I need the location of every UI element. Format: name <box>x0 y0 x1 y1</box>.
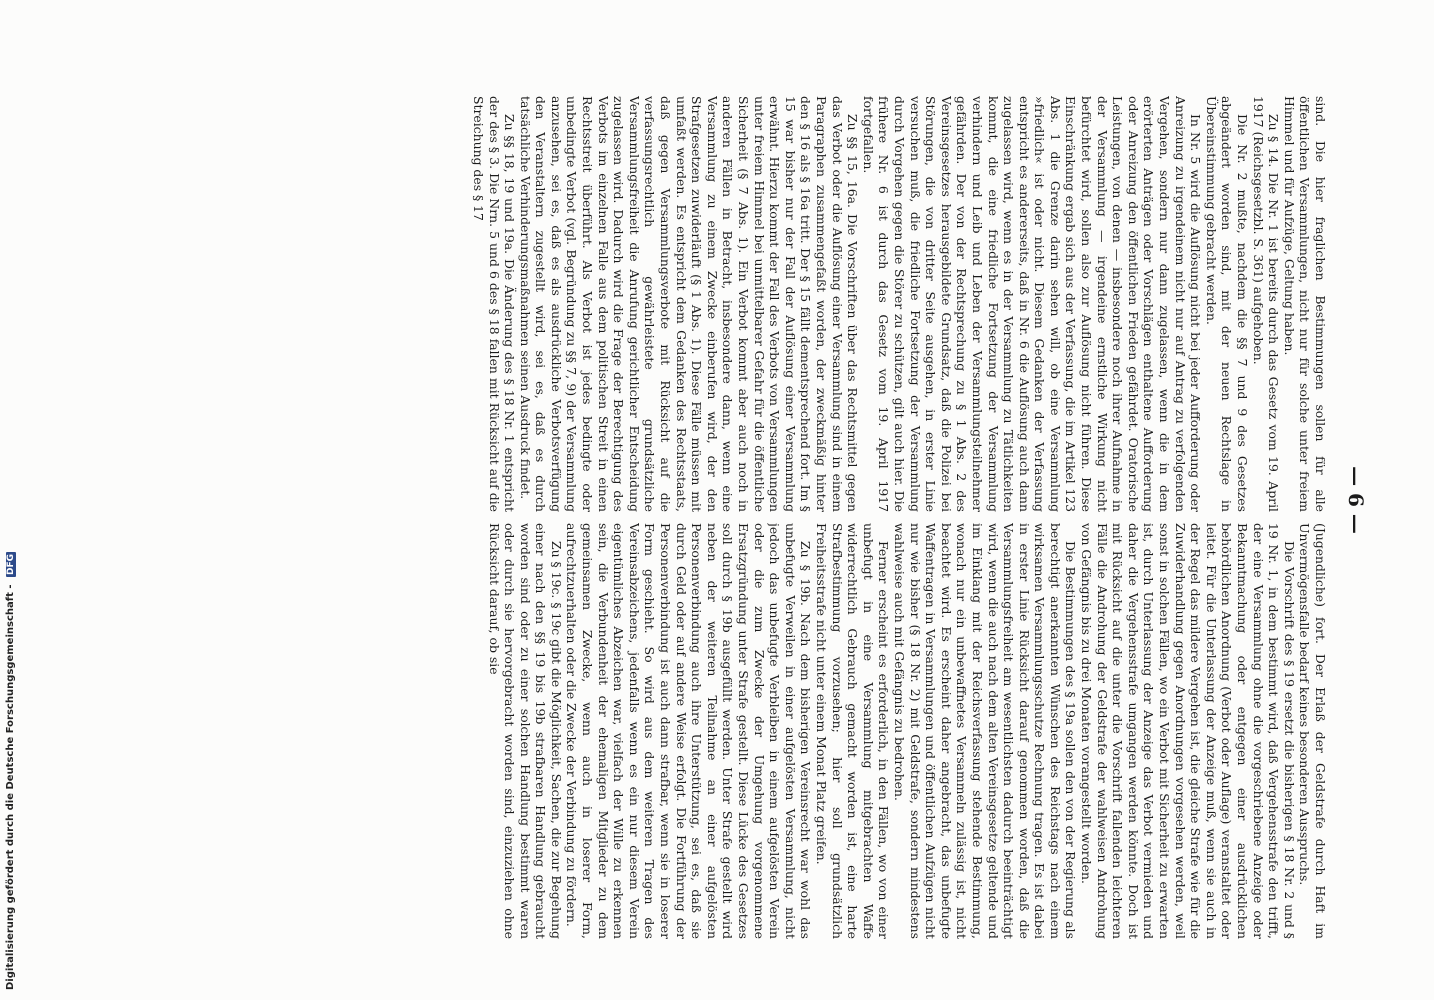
paragraph: Zu §§ 15, 16a. Die Vorschriften über das Rechtsmittel gegen das Verbot oder die Auflösung einer Versammlung sind in einem Paragraphen zusammengefaßt worden, der zweckmäßig hinter den § 16 als § 16a tritt. Der § 15 fällt dementsprechend fort. Im § 15 war bisher nur der Fall der Auflösung einer Versammlung erwähnt. Hierzu kommt der Fall des Verbots von Versammlungen unter freiem Himmel bei unmittelbarer Gefahr für die öffentliche Sicherheit (§ 7 Abs. 1). Ein Verbot kommt aber auch noch in anderen Fällen in Betracht, insbesondere dann, wenn eine Versammlung zu einem Zwecke einberufen wird, der den Strafgesetzen zuwiderläuft (§ 1 Abs. 1). Diese Fälle müssen mit umfaßt werden. Es entspricht dem Gedanken des Rechtsstaats, daß gegen Versammlungsverbote mit Rücksicht auf die verfassungsrechtlich gewährleistete grundsätzliche Versammlungsfreiheit die Anrufung gerichtlicher Entscheidung zugelassen wird. Dadurch wird die Frage der Berechtigung des Verbots im einzelnen Falle aus dem politischen Streit in einen Rechtsstreit überführt. Als Verbot ist jedes bedingte oder unbedingte Verbot (vgl. Begründung zu §§ 7, 9) der Versammlung anzusehen, sei es, daß es als ausdrückliche Verbotsverfügung den Veranstaltern zugestellt wird, sei es, daß es durch tatsächliche Verhinderungsmaßnahmen seinen Ausdruck findet. <box>517 96 861 512</box>
paragraph: sind. Die hier fraglichen Bestimmungen sollen für alle öffentlichen Versammlungen, nicht nur für solche unter freiem Himmel und für Aufzüge, Geltung haben. <box>1281 96 1328 512</box>
footer-rail <box>0 0 22 1000</box>
paragraph: Die Vorschrift des § 19 ersetzt die bisherigen § 18 Nr. 2 und § 19 Nr. 1, in dem bestimmt wird, daß Vergehensstrafe den trifft, der eine Versammlung ohne die vorgeschriebene Anzeige oder Bekanntmachung oder entgegen einer ausdrücklichen behördlichen Anordnung (Verbot oder Auflage) veranstaltet oder leitet. Für die Unterlassung der Anzeige muß, wenn sie auch in der Regel das mildere Vergehen ist, die gleiche Strafe wie für die Zuwiderhandlung gegen Anordnungen vorgesehen werden, weil sonst in solchen Fällen, wo ein Verbot mit Sicherheit zu erwarten ist, durch Unterlassung der Anzeige das Verbot vermieden und daher die Vergehensstrafe umgangen werden könnte. Doch ist mit Rücksicht auf die unter die Vorschrift fallenden leichteren Fälle die Androhung der Geldstrafe der wahlweisen Androhung von Gefängnis bis zu drei Monaten vorangestellt worden. <box>1079 523 1297 939</box>
paragraph: Die Nr. 2 mußte, nachdem die §§ 7 und 9 des Gesetzes abgeändert worden sind, mit der neuen Rechtslage in Übereinstimmung gebracht werden. <box>1203 96 1251 512</box>
paragraph: Die Bestimmungen des § 19a sollen den von der Regierung als berechtigt anerkannten Wünschen des Reichstags nach einem wirksamen Versammlungsschutze Rechnung tragen. Es ist dabei in erster Linie Rücksicht darauf genommen worden, daß die Versammlungsfreiheit am wesentlichsten dadurch beeinträchtigt wird, wenn die auch nach dem alten Vereinsgesetze geltende und im Einklang mit der Reichsverfassung stehende Bestimmung, wonach nur ein unbewaffnetes Versammeln zulässig ist, nicht beachtet wird. Es erscheint daher angebracht, das unbefugte Waffentragen in Versammlungen und öffentlichen Aufzügen nicht nur wie bisher (§ 18 Nr. 2) mit Geldstrafe, sondern mindestens wahlweise auch mit Gefängnis zu bedrohen. <box>891 523 1079 939</box>
left-text-column <box>88 96 1328 512</box>
paragraph: Zu § 19c. § 19c gibt die Möglichkeit, Sachen, die zur Begehung einer nach den §§ 19 bis 19b strafbaren Handlung gebraucht worden sind oder zu einer solchen Handlung bestimmt waren oder durch sie hervorgebracht worden sind, einzuziehen ohne Rücksicht darauf, ob sie <box>486 523 564 939</box>
paragraph: (Jugendliche) fort. Der Erlaß der Geldstrafe durch Haft im Unvermögensfalle bedarf keines besonderen Ausspruchs. <box>1297 523 1328 939</box>
paragraph: In Nr. 5 wird die Auflösung nicht bei jeder Aufforderung oder Anreizung zu irgendeinem nicht nur auf Antrag zu verfolgenden Vergehen, sondern nur dann zugelassen, wenn die in dem erörterten Anträgen oder Vorschlägen enthaltene Aufforderung oder Anreizung den öffentlichen Frieden gefährdet. Oratorische Leistungen, von denen — insbesondere noch ihrer Aufnahme in der Versammlung — irgendeine ernstliche Wirkung nicht befürchtet wird, sollen also zur Auflösung nicht führen. Diese Einschränkung ergab sich aus der Verfassung, die im Artikel 123 Abs. 1 die Grenze darin sehen will, ob eine Versammlung »friedlich« ist oder nicht. Diesem Gedanken der Verfassung entspricht es andererseits, daß in Nr. 6 die Auflösung auch dann zugelassen wird, wenn es in der Versammlung zu Tätlichkeiten kommt, die eine friedliche Fortsetzung der Versammlung verhindern und Leib und Leben der Versammlungsteilnehmer gefährden. Der von der Rechtsprechung zu § 1 Abs. 2 des Vereinsgesetzes herausgebildete Grundsatz, daß die Polizei bei Störungen, die von dritter Seite ausgehen, in erster Linie versuchen muß, die friedliche Fortsetzung der Versammlung durch Vorgehen gegen die Störer zu schützen, gilt auch hier. Die frühere Nr. 6 ist durch das Gesetz vom 19. April 1917 fortgefallen. <box>860 96 1204 512</box>
digitization-credit <box>5 552 16 990</box>
credit-text: Digitalisierung gefördert durch die Deutsche Forschungsgemeinschaft - <box>5 584 16 990</box>
paragraph: Ferner erscheint es erforderlich, in den Fällen, wo von einer unbefugt in eine Versammlung mitgebrachten Waffe widerrechtlich Gebrauch gemacht worden ist, eine harte Strafbestimmung vorzusehen; hier soll grundsätzlich Freiheitsstrafe nicht unter einem Monat Platz greifen. <box>814 523 892 939</box>
paragraph: Zu § 19b. Nach dem bisherigen Vereinsrecht war wohl das unbefugte Verweilen in einer aufgelösten Versammlung, nicht jedoch das unbefugte Verbleiben in einem aufgelösten Verein oder die zum Zwecke der Umgehung vorgenommene Ersatzgründung unter Strafe gestellt. Diese Lücke des Gesetzes soll durch § 19b ausgefüllt werden. Unter Strafe gestellt wird neben der weiteren Teilnahme an einer aufgelösten Personenverbindung auch ihre Unterstützung, sei es, daß sie durch Geld oder auf andere Weise erfolgt. Die Fortführung der Personenverbindung ist auch dann strafbar, wenn sie in loserer Form geschieht. So wird aus dem weiteren Tragen des Vereinsabzeichens, jedenfalls wenn es ein nur diesem Verein eigentümliches Abzeichen war, vielfach der Wille zu erkennen sein, die Verbundenheit der ehemaligen Mitglieder zu dem gemeinsamen Zwecke, wenn auch in loserer Form, aufrechtzuerhalten oder die Zwecke der Verbindung zu fördern. <box>564 523 814 939</box>
dfg-logo: DFG <box>6 553 16 575</box>
paragraph: Zu §§ 18, 19 und 19a. Die Änderung des § 18 Nr. 1 entspricht der des § 3. Die Nrn. 5 und 6 des § 18 fallen mit Rücksicht auf die Streichung des § 17 <box>470 96 518 512</box>
page-number: — 6 — <box>1344 466 1368 534</box>
paragraph: Zu § 14. Die Nr. 1 ist bereits durch das Gesetz vom 19. April 1917 (Reichsgesetzbl. S. 361) aufgehoben. <box>1250 96 1282 512</box>
right-text-column <box>88 523 1328 939</box>
